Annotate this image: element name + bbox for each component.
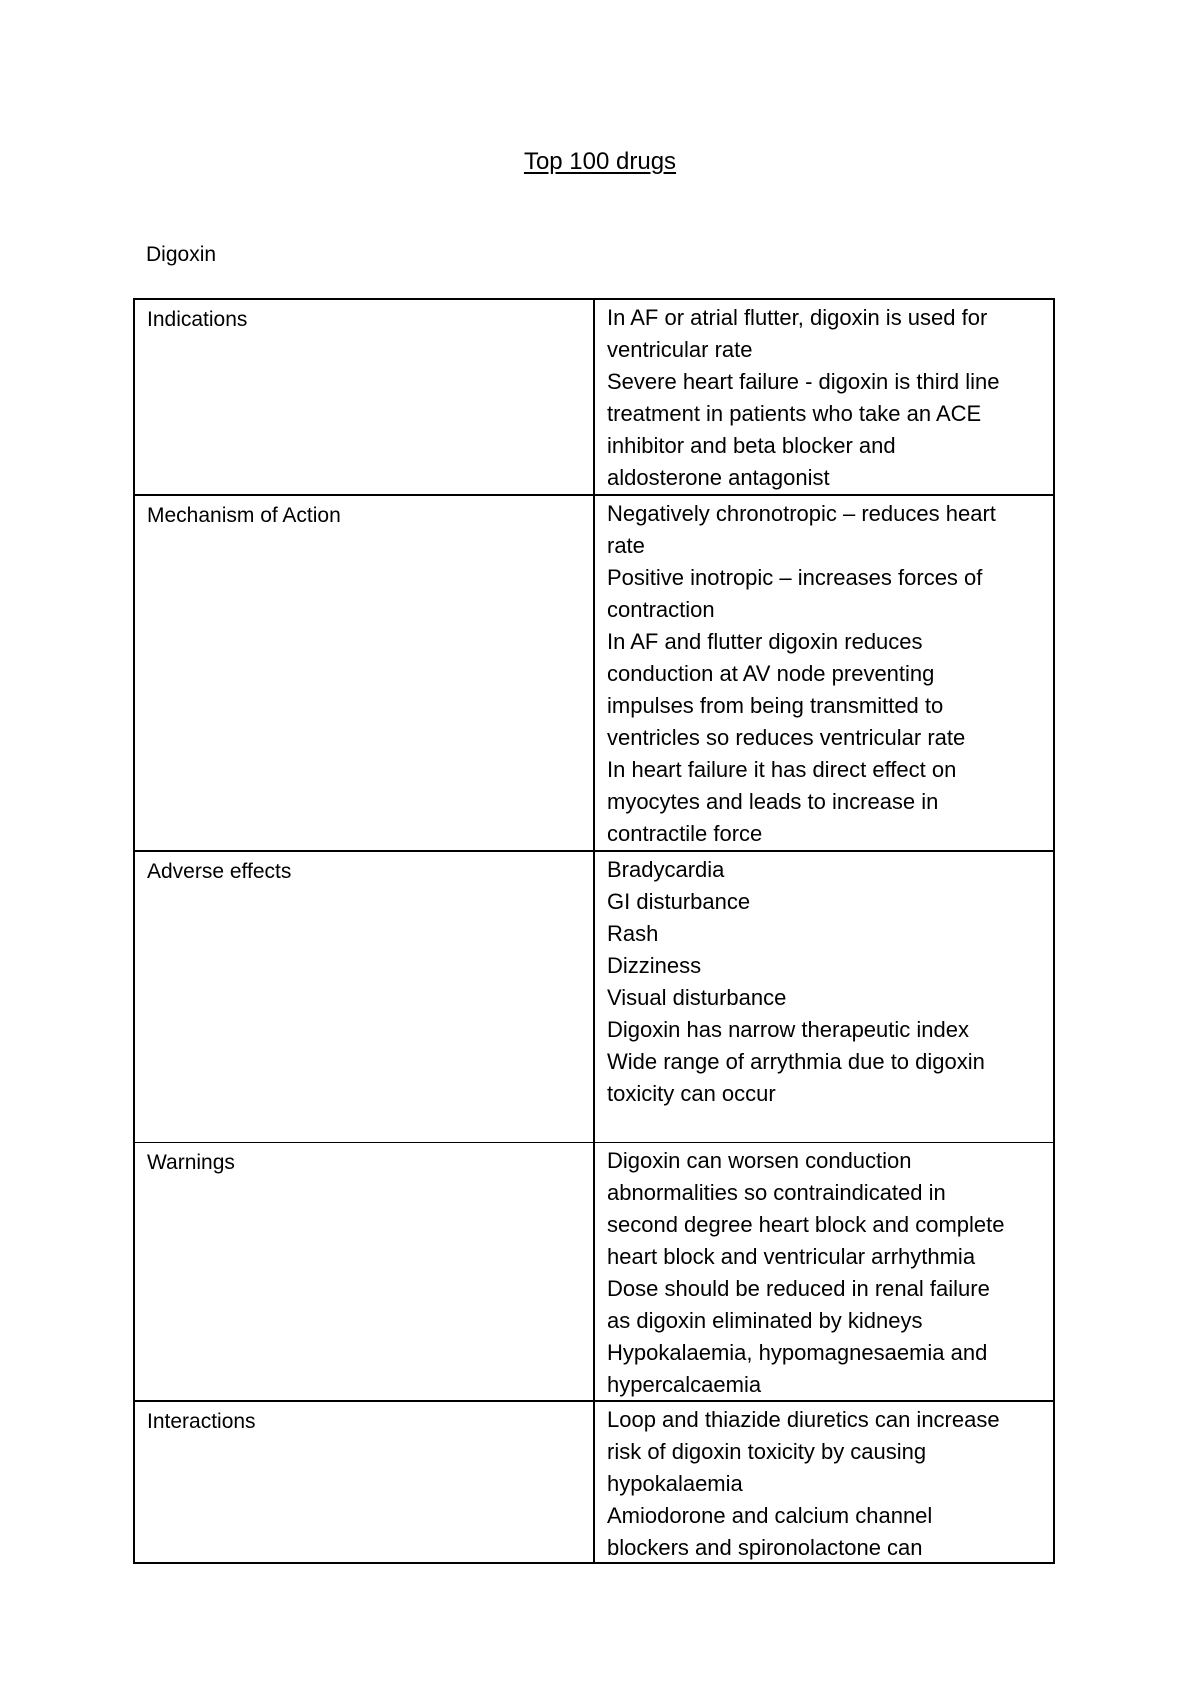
detail-line: contractile force: [607, 821, 763, 846]
table-row-interactions: [135, 1400, 1053, 1562]
row-label-mechanism-of-action: Mechanism of Action: [135, 496, 595, 850]
detail-line: abnormalities so contraindicated in: [607, 1180, 946, 1205]
detail-line: toxicity can occur: [607, 1081, 776, 1106]
detail-line: conduction at AV node preventing: [607, 661, 935, 686]
row-label-adverse-effects: Adverse effects: [135, 852, 595, 1142]
detail-line: Bradycardia: [607, 857, 725, 882]
row-label-interactions: Interactions: [135, 1402, 595, 1562]
detail-line: aldosterone antagonist: [607, 465, 830, 490]
detail-line: inhibitor and beta blocker and: [607, 433, 896, 458]
drug-name-heading: Digoxin: [146, 243, 217, 266]
detail-line: ventricles so reduces ventricular rate: [607, 725, 966, 750]
detail-line: Dose should be reduced in renal failure: [607, 1276, 990, 1301]
drug-info-table: [133, 298, 1055, 1564]
row-detail-indications: [595, 300, 1053, 494]
detail-line: Loop and thiazide diuretics can increase: [607, 1407, 1000, 1432]
detail-line: Visual disturbance: [607, 985, 787, 1010]
detail-line: impulses from being transmitted to: [607, 693, 944, 718]
detail-line: Digoxin has narrow therapeutic index: [607, 1017, 969, 1042]
detail-line: hypokalaemia: [607, 1471, 743, 1496]
detail-line: treatment in patients who take an ACE: [607, 401, 982, 426]
detail-line: Amiodorone and calcium channel: [607, 1503, 933, 1528]
detail-line: Hypokalaemia, hypomagnesaemia and: [607, 1340, 988, 1365]
detail-line: GI disturbance: [607, 889, 751, 914]
detail-line: second degree heart block and complete: [607, 1212, 1005, 1237]
table-row-adverse-effects: [135, 850, 1053, 1142]
detail-line: Rash: [607, 921, 659, 946]
row-label-indications: Indications: [135, 300, 595, 494]
row-detail-mechanism-of-action: [595, 496, 1053, 850]
detail-line: heart block and ventricular arrhythmia: [607, 1244, 976, 1269]
table-row-warnings: [135, 1142, 1053, 1400]
detail-line: Positive inotropic – increases forces of: [607, 565, 983, 590]
detail-line: ventricular rate: [607, 337, 753, 362]
detail-line: myocytes and leads to increase in: [607, 789, 939, 814]
detail-line: Dizziness: [607, 953, 702, 978]
row-detail-adverse-effects: [595, 852, 1053, 1142]
row-detail-interactions: [595, 1402, 1053, 1562]
detail-line: Wide range of arrythmia due to digoxin: [607, 1049, 985, 1074]
detail-line: as digoxin eliminated by kidneys: [607, 1308, 923, 1333]
row-detail-warnings: [595, 1143, 1053, 1400]
detail-line: risk of digoxin toxicity by causing: [607, 1439, 927, 1464]
detail-line: In AF or atrial flutter, digoxin is used for: [607, 305, 988, 330]
table-row-indications: [135, 300, 1053, 494]
row-label-warnings: Warnings: [135, 1143, 595, 1400]
detail-line: Severe heart failure - digoxin is third line: [607, 369, 1000, 394]
table-row-mechanism-of-action: [135, 494, 1053, 850]
detail-line: rate: [607, 533, 645, 558]
detail-line: Digoxin can worsen conduction: [607, 1148, 912, 1173]
detail-line: contraction: [607, 597, 715, 622]
detail-line: blockers and spironolactone can: [607, 1535, 923, 1560]
detail-line: Negatively chronotropic – reduces heart: [607, 501, 996, 526]
detail-line: In AF and flutter digoxin reduces: [607, 629, 923, 654]
detail-line: In heart failure it has direct effect on: [607, 757, 957, 782]
page-title: Top 100 drugs: [523, 148, 677, 175]
detail-line: hypercalcaemia: [607, 1372, 762, 1397]
